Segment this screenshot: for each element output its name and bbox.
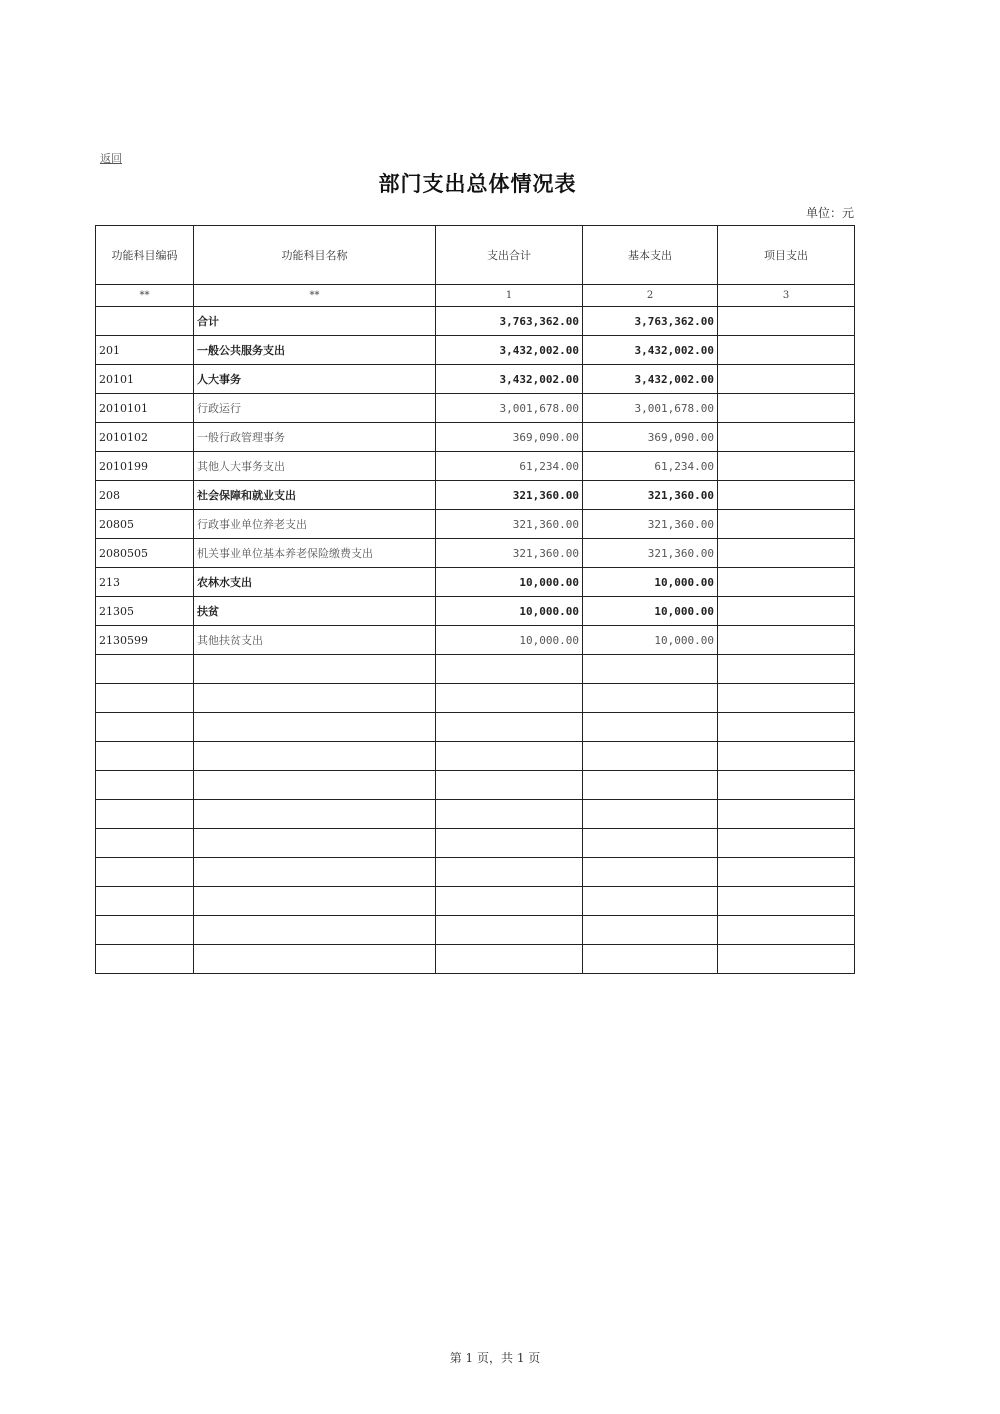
empty-cell bbox=[194, 742, 436, 771]
empty-cell bbox=[436, 771, 583, 800]
total-cell: 10,000.00 bbox=[436, 626, 583, 655]
project-cell bbox=[718, 539, 855, 568]
empty-cell bbox=[96, 655, 194, 684]
empty-cell bbox=[583, 945, 718, 974]
empty-cell bbox=[194, 655, 436, 684]
name-cell: 合计 bbox=[194, 307, 436, 336]
index-cell: 2 bbox=[583, 285, 718, 307]
empty-cell bbox=[436, 858, 583, 887]
empty-cell bbox=[436, 684, 583, 713]
table-row bbox=[96, 336, 855, 365]
name-cell: 人大事务 bbox=[194, 365, 436, 394]
empty-cell bbox=[583, 771, 718, 800]
basic-cell: 10,000.00 bbox=[583, 626, 718, 655]
empty-cell bbox=[583, 916, 718, 945]
code-cell: 2130599 bbox=[96, 626, 194, 655]
basic-cell: 321,360.00 bbox=[583, 510, 718, 539]
index-row bbox=[96, 285, 855, 307]
empty-cell bbox=[96, 742, 194, 771]
empty-cell bbox=[96, 858, 194, 887]
empty-table-row bbox=[96, 916, 855, 945]
empty-table-row bbox=[96, 887, 855, 916]
table-row bbox=[96, 365, 855, 394]
empty-cell bbox=[436, 887, 583, 916]
empty-cell bbox=[583, 655, 718, 684]
total-cell: 369,090.00 bbox=[436, 423, 583, 452]
code-cell: 21305 bbox=[96, 597, 194, 626]
empty-cell bbox=[194, 945, 436, 974]
empty-cell bbox=[583, 713, 718, 742]
basic-cell: 61,234.00 bbox=[583, 452, 718, 481]
total-cell: 3,432,002.00 bbox=[436, 365, 583, 394]
empty-cell bbox=[436, 655, 583, 684]
code-cell: 2080505 bbox=[96, 539, 194, 568]
code-cell: 2010102 bbox=[96, 423, 194, 452]
empty-cell bbox=[583, 887, 718, 916]
code-cell: 2010101 bbox=[96, 394, 194, 423]
index-cell: ** bbox=[96, 285, 194, 307]
total-cell: 321,360.00 bbox=[436, 539, 583, 568]
table-row bbox=[96, 510, 855, 539]
name-cell: 行政运行 bbox=[194, 394, 436, 423]
empty-cell bbox=[718, 829, 855, 858]
table-row bbox=[96, 597, 855, 626]
empty-cell bbox=[194, 887, 436, 916]
empty-cell bbox=[718, 655, 855, 684]
empty-cell bbox=[96, 916, 194, 945]
col-header-project: 项目支出 bbox=[718, 226, 855, 285]
project-cell bbox=[718, 597, 855, 626]
empty-table-row bbox=[96, 800, 855, 829]
unit-label: 单位：元 bbox=[805, 206, 854, 220]
empty-cell bbox=[718, 858, 855, 887]
basic-cell: 321,360.00 bbox=[583, 481, 718, 510]
empty-table-row bbox=[96, 858, 855, 887]
empty-cell bbox=[194, 771, 436, 800]
basic-cell: 3,001,678.00 bbox=[583, 394, 718, 423]
name-cell: 扶贫 bbox=[194, 597, 436, 626]
empty-table-row bbox=[96, 655, 855, 684]
code-cell: 213 bbox=[96, 568, 194, 597]
basic-cell: 321,360.00 bbox=[583, 539, 718, 568]
empty-cell bbox=[718, 771, 855, 800]
total-cell: 321,360.00 bbox=[436, 481, 583, 510]
basic-cell: 10,000.00 bbox=[583, 568, 718, 597]
empty-table-row bbox=[96, 684, 855, 713]
page-footer: 第 1 页，共 1 页 bbox=[449, 1351, 541, 1365]
empty-cell bbox=[583, 829, 718, 858]
empty-cell bbox=[194, 713, 436, 742]
table-row bbox=[96, 539, 855, 568]
total-cell: 3,001,678.00 bbox=[436, 394, 583, 423]
code-cell: 208 bbox=[96, 481, 194, 510]
empty-cell bbox=[194, 916, 436, 945]
basic-cell: 3,763,362.00 bbox=[583, 307, 718, 336]
empty-cell bbox=[583, 684, 718, 713]
empty-cell bbox=[436, 742, 583, 771]
total-cell: 3,432,002.00 bbox=[436, 336, 583, 365]
project-cell bbox=[718, 423, 855, 452]
empty-cell bbox=[194, 684, 436, 713]
name-cell: 农林水支出 bbox=[194, 568, 436, 597]
total-cell: 321,360.00 bbox=[436, 510, 583, 539]
basic-cell: 3,432,002.00 bbox=[583, 336, 718, 365]
index-cell: 1 bbox=[436, 285, 583, 307]
project-cell bbox=[718, 394, 855, 423]
empty-cell bbox=[718, 800, 855, 829]
empty-cell bbox=[718, 887, 855, 916]
name-cell: 其他人大事务支出 bbox=[194, 452, 436, 481]
project-cell bbox=[718, 307, 855, 336]
empty-cell bbox=[96, 684, 194, 713]
project-cell bbox=[718, 452, 855, 481]
table-row bbox=[96, 481, 855, 510]
empty-cell bbox=[194, 858, 436, 887]
empty-cell bbox=[718, 684, 855, 713]
empty-table-row bbox=[96, 713, 855, 742]
table-row bbox=[96, 307, 855, 336]
project-cell bbox=[718, 510, 855, 539]
project-cell bbox=[718, 568, 855, 597]
code-cell: 2010199 bbox=[96, 452, 194, 481]
col-header-basic: 基本支出 bbox=[583, 226, 718, 285]
empty-cell bbox=[718, 713, 855, 742]
empty-cell bbox=[583, 742, 718, 771]
index-cell: ** bbox=[194, 285, 436, 307]
table-row bbox=[96, 394, 855, 423]
empty-cell bbox=[718, 916, 855, 945]
code-cell: 20805 bbox=[96, 510, 194, 539]
name-cell: 其他扶贫支出 bbox=[194, 626, 436, 655]
empty-table-row bbox=[96, 829, 855, 858]
back-link[interactable]: 返回 bbox=[100, 152, 122, 165]
col-header-name: 功能科目名称 bbox=[194, 226, 436, 285]
table-row bbox=[96, 626, 855, 655]
empty-cell bbox=[194, 800, 436, 829]
table-row bbox=[96, 423, 855, 452]
empty-table-row bbox=[96, 742, 855, 771]
table-body bbox=[96, 307, 855, 974]
page-title: 部门支出总体情况表 bbox=[378, 171, 577, 196]
empty-cell bbox=[194, 829, 436, 858]
name-cell: 机关事业单位基本养老保险缴费支出 bbox=[194, 539, 436, 568]
code-cell bbox=[96, 307, 194, 336]
index-cell: 3 bbox=[718, 285, 855, 307]
total-cell: 61,234.00 bbox=[436, 452, 583, 481]
project-cell bbox=[718, 336, 855, 365]
empty-cell bbox=[436, 945, 583, 974]
project-cell bbox=[718, 365, 855, 394]
empty-cell bbox=[96, 771, 194, 800]
name-cell: 社会保障和就业支出 bbox=[194, 481, 436, 510]
table-row bbox=[96, 568, 855, 597]
empty-cell bbox=[96, 887, 194, 916]
empty-cell bbox=[436, 829, 583, 858]
empty-table-row bbox=[96, 945, 855, 974]
empty-cell bbox=[96, 713, 194, 742]
header-row bbox=[96, 226, 855, 285]
empty-cell bbox=[436, 713, 583, 742]
total-cell: 10,000.00 bbox=[436, 568, 583, 597]
empty-table-row bbox=[96, 771, 855, 800]
empty-cell bbox=[96, 800, 194, 829]
col-header-code: 功能科目编码 bbox=[96, 226, 194, 285]
empty-cell bbox=[96, 829, 194, 858]
basic-cell: 369,090.00 bbox=[583, 423, 718, 452]
expense-table bbox=[95, 225, 855, 974]
basic-cell: 3,432,002.00 bbox=[583, 365, 718, 394]
empty-cell bbox=[718, 742, 855, 771]
total-cell: 3,763,362.00 bbox=[436, 307, 583, 336]
basic-cell: 10,000.00 bbox=[583, 597, 718, 626]
code-cell: 201 bbox=[96, 336, 194, 365]
name-cell: 行政事业单位养老支出 bbox=[194, 510, 436, 539]
code-cell: 20101 bbox=[96, 365, 194, 394]
project-cell bbox=[718, 626, 855, 655]
empty-cell bbox=[436, 800, 583, 829]
empty-cell bbox=[583, 858, 718, 887]
table-row bbox=[96, 452, 855, 481]
empty-cell bbox=[436, 916, 583, 945]
project-cell bbox=[718, 481, 855, 510]
total-cell: 10,000.00 bbox=[436, 597, 583, 626]
empty-cell bbox=[583, 800, 718, 829]
empty-cell bbox=[96, 945, 194, 974]
name-cell: 一般行政管理事务 bbox=[194, 423, 436, 452]
empty-cell bbox=[718, 945, 855, 974]
col-header-total: 支出合计 bbox=[436, 226, 583, 285]
name-cell: 一般公共服务支出 bbox=[194, 336, 436, 365]
